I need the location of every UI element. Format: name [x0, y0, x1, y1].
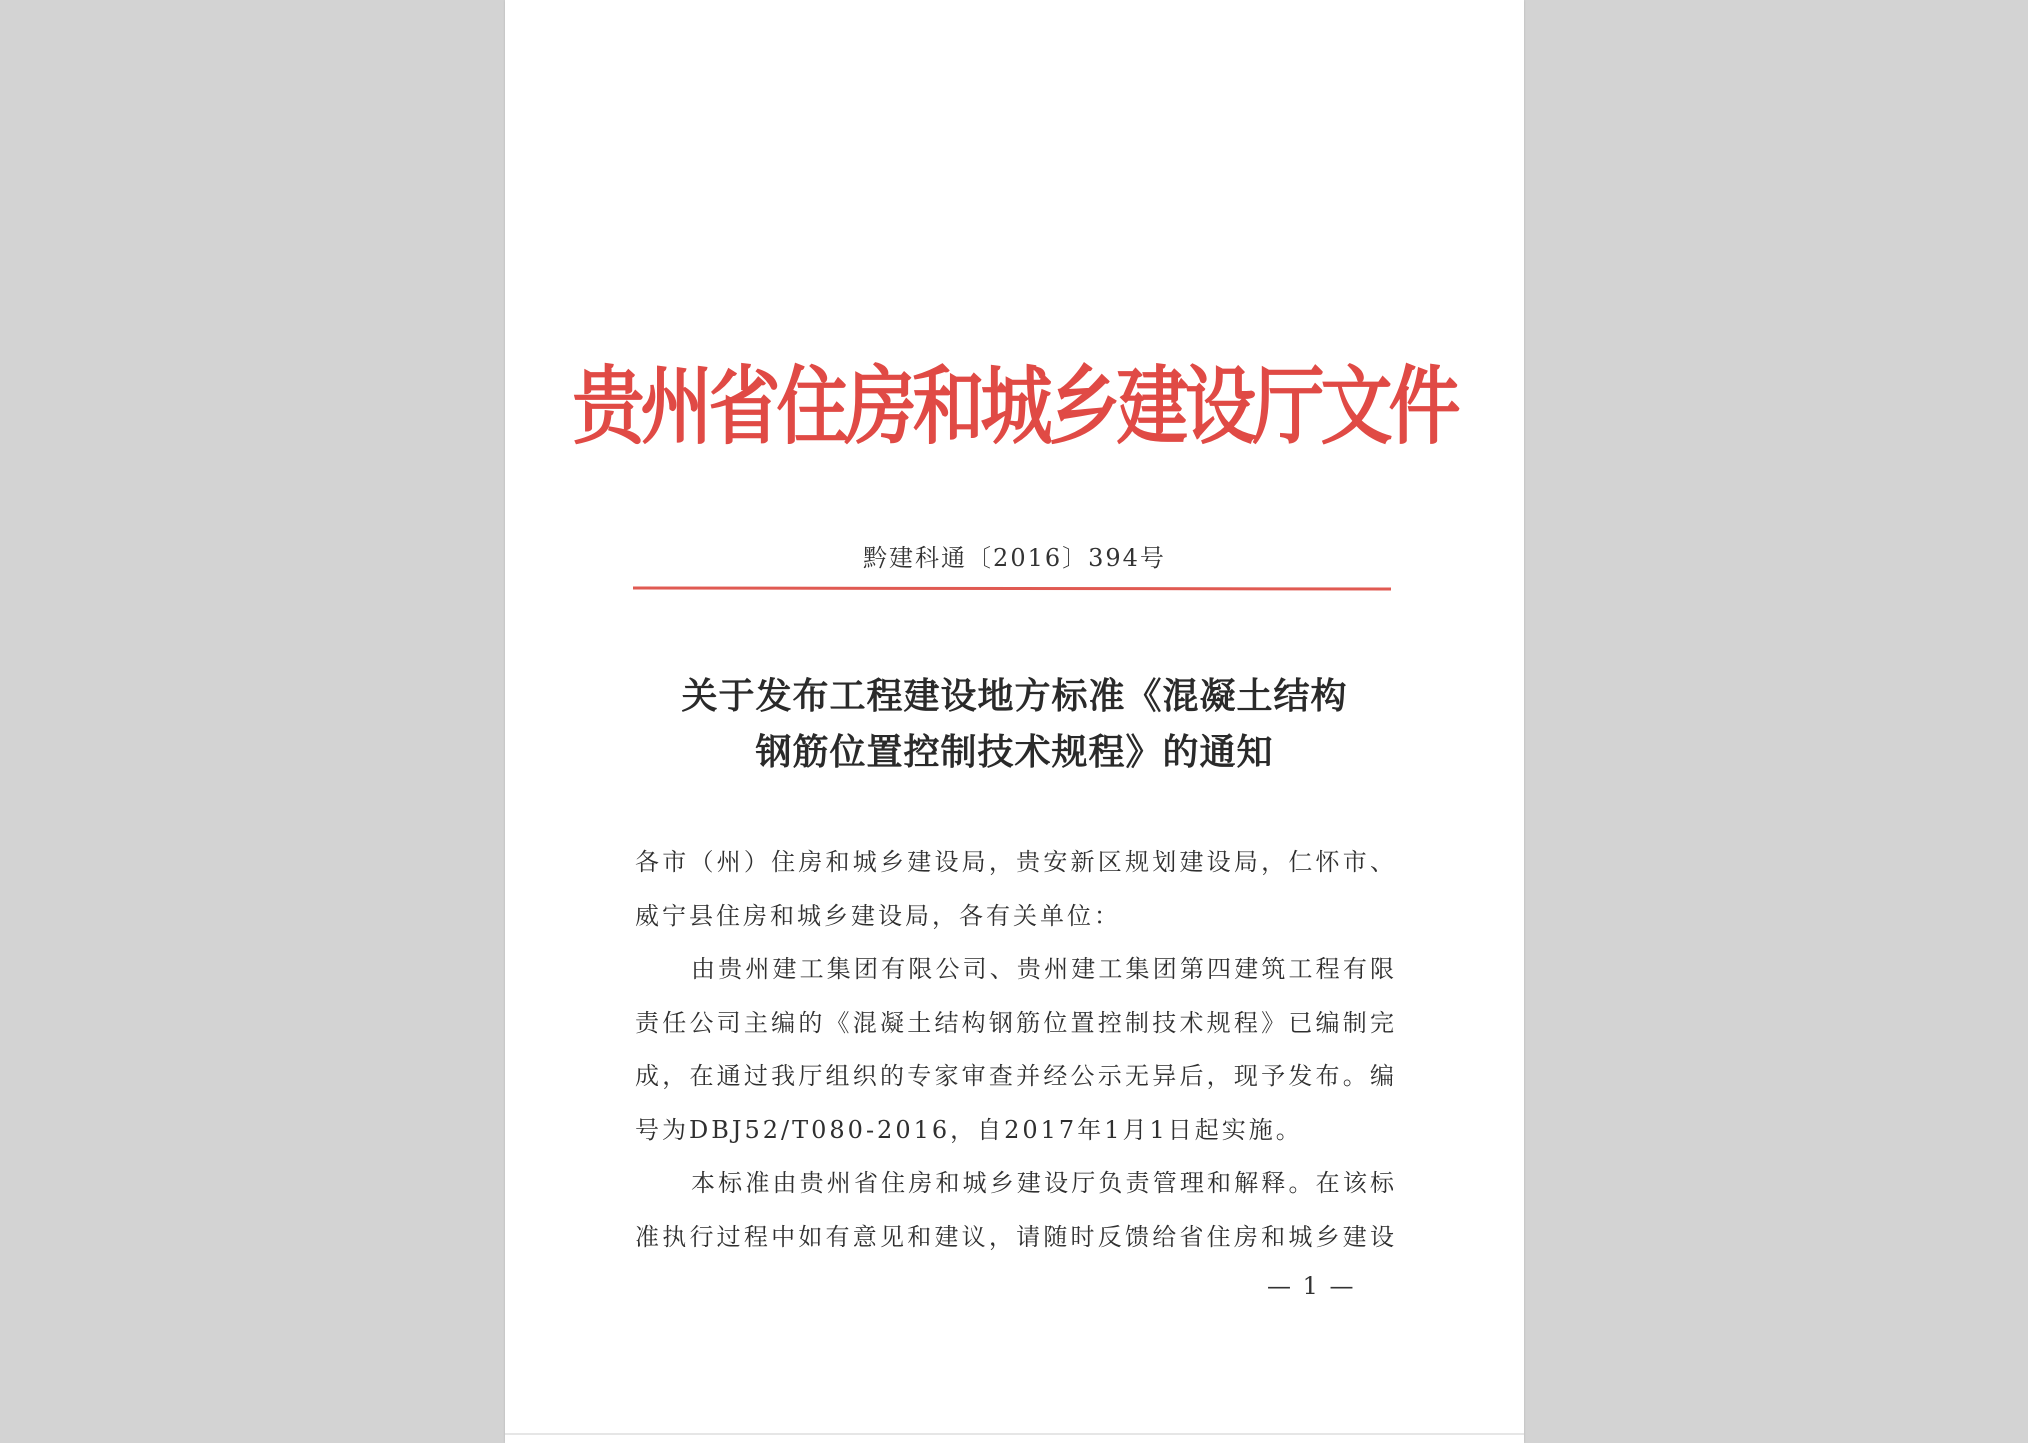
body-line: 威宁县住房和城乡建设局，各有关单位： — [635, 901, 1121, 930]
body-line: 责任公司主编的《混凝土结构钢筋位置控制技术规程》已编制完 — [635, 1008, 1397, 1037]
page-number: — 1 — — [1267, 1272, 1356, 1300]
document-page — [505, 0, 1524, 1443]
document-number: 黔建科通〔2016〕394号 — [863, 544, 1166, 572]
notice-body — [635, 836, 1397, 1264]
body-line: 准执行过程中如有意见和建议，请随时反馈给省住房和城乡建设 — [635, 1222, 1397, 1251]
body-line: 本标准由贵州省住房和城乡建设厅负责管理和解释。在该标 — [691, 1169, 1397, 1197]
page-bottom-edge — [505, 1433, 1524, 1435]
body-line: 号为DBJ52/T080-2016，自2017年1月1日起实施。 — [635, 1115, 1303, 1144]
body-line: 各市（州）住房和城乡建设局，贵安新区规划建设局，仁怀市、 — [635, 848, 1397, 876]
red-divider-rule — [633, 586, 1391, 590]
body-line: 由贵州建工集团有限公司、贵州建工集团第四建筑工程有限 — [691, 955, 1397, 983]
notice-title-line-1: 关于发布工程建设地方标准《混凝土结构 — [681, 675, 1348, 717]
notice-title — [505, 668, 1524, 780]
notice-title-line-2: 钢筋位置控制技术规程》的通知 — [755, 731, 1274, 773]
document-masthead: 贵州省住房和城乡建设厅文件 — [572, 356, 1457, 456]
body-line: 成，在通过我厅组织的专家审查并经公示无异后，现予发布。编 — [635, 1062, 1397, 1090]
